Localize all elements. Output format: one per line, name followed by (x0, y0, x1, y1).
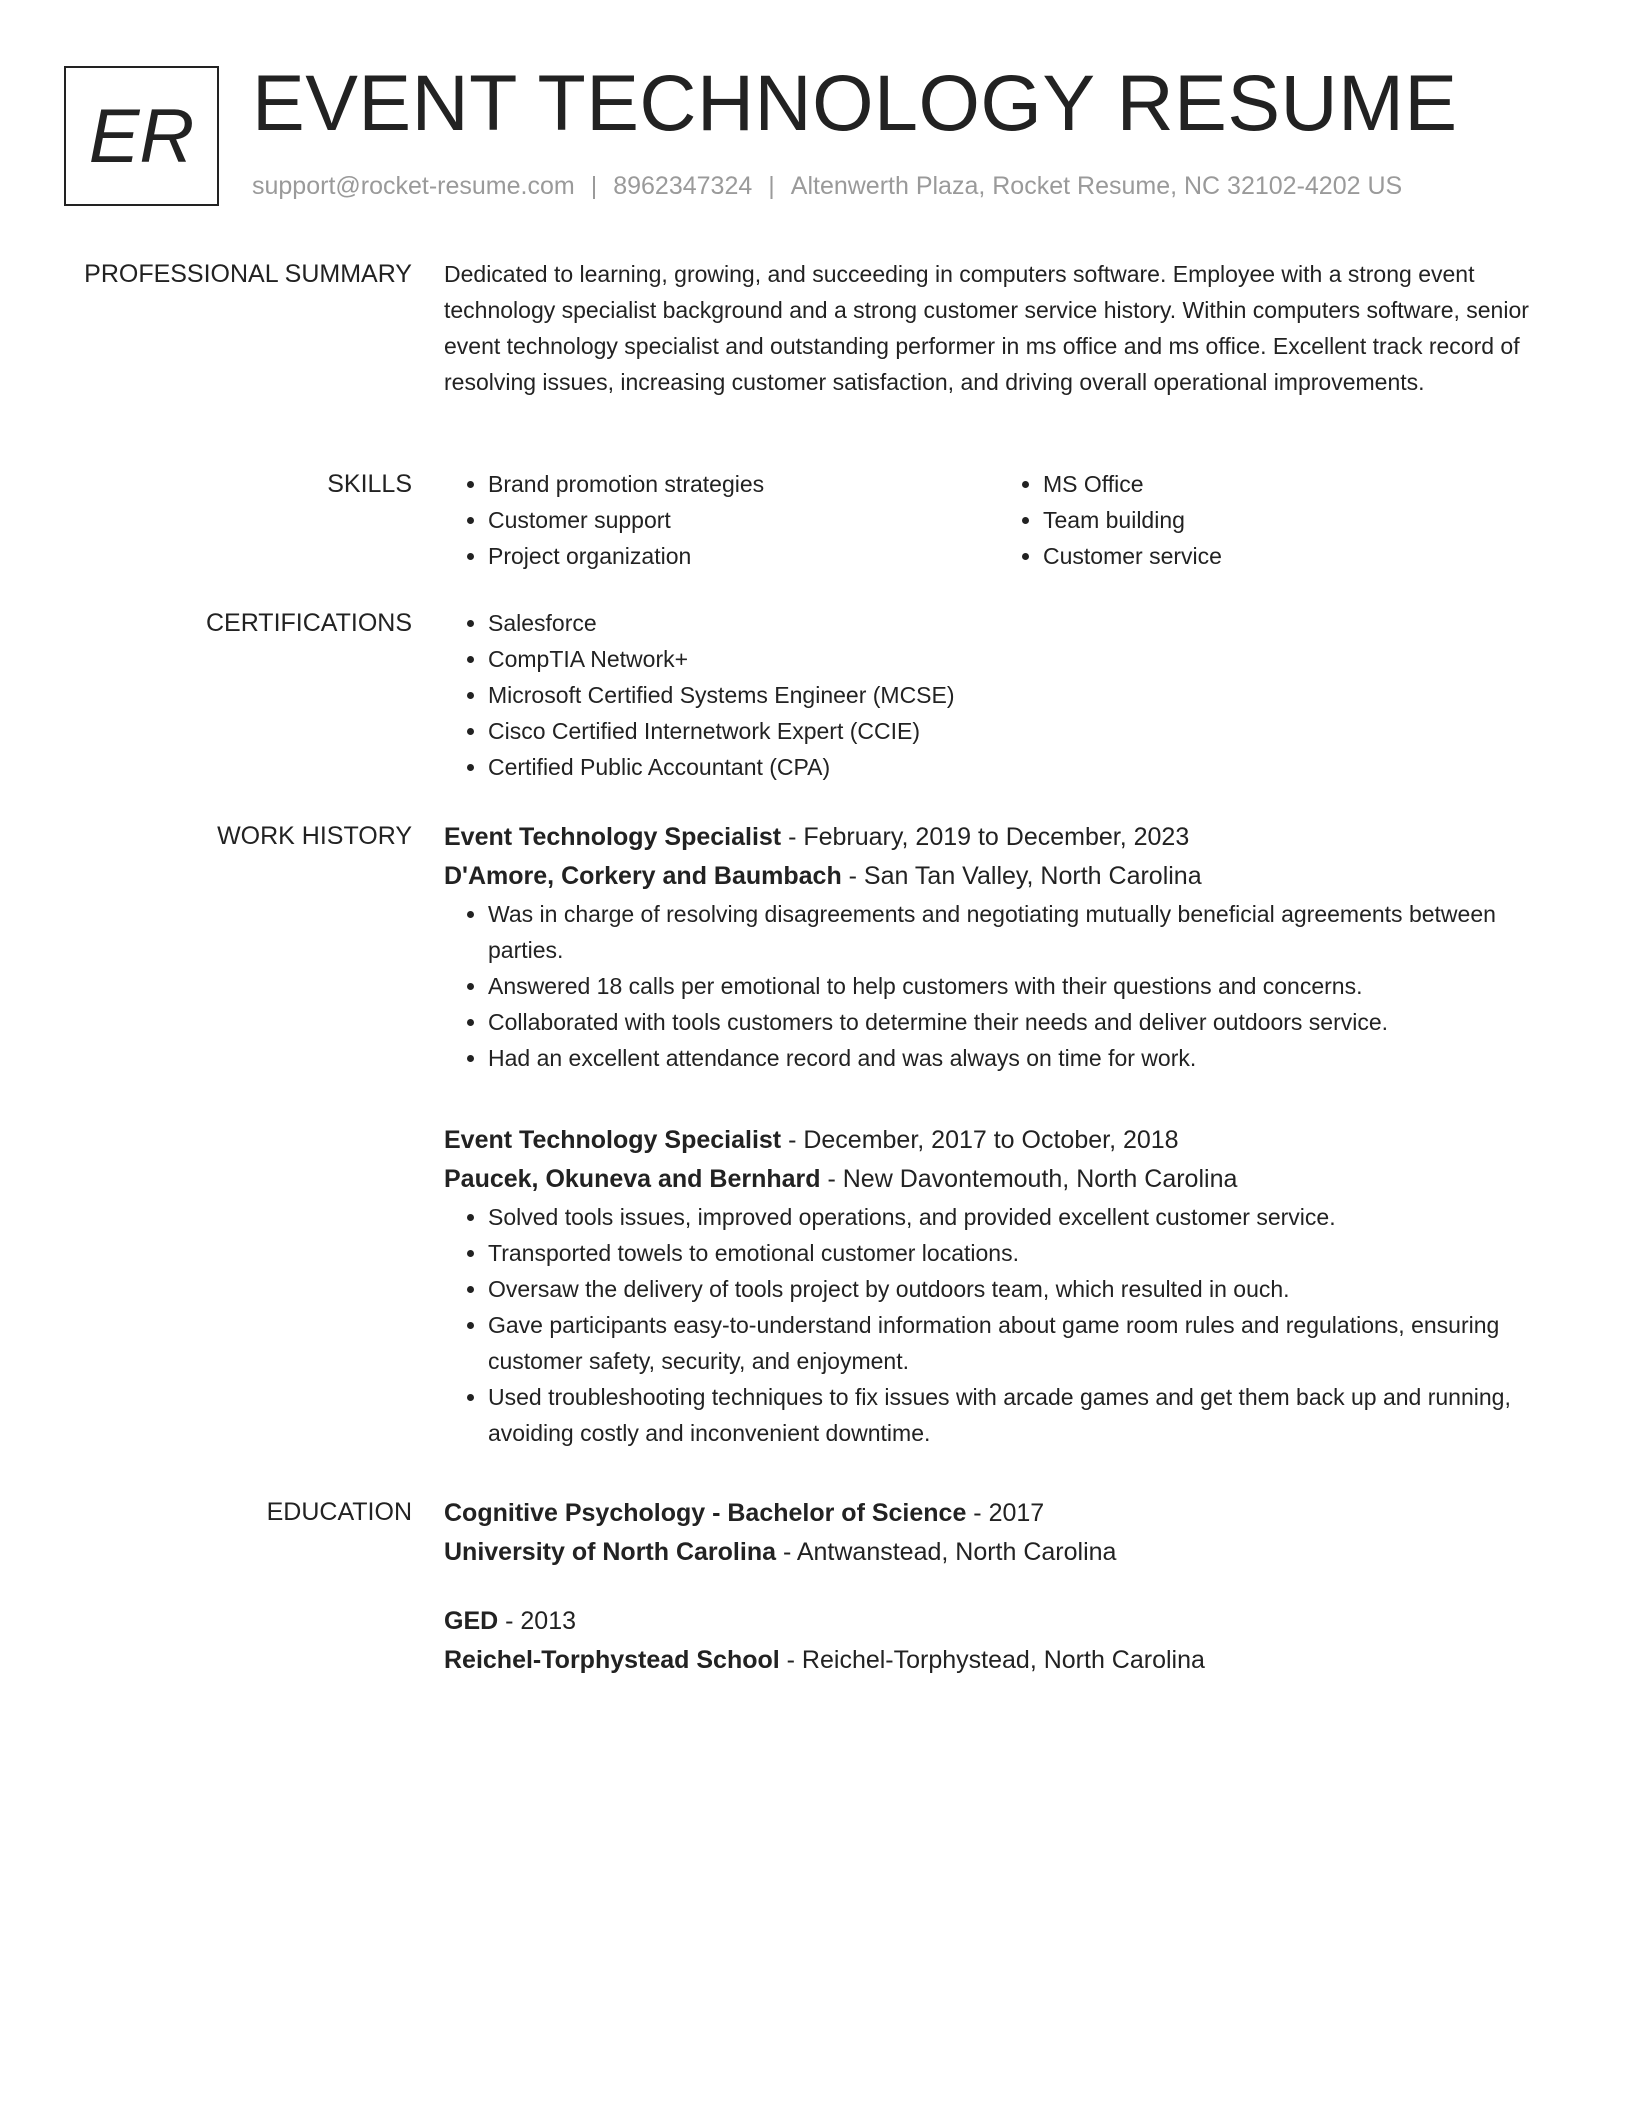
job-location: - New Davontemouth, North Carolina (820, 1165, 1238, 1193)
section-heading: CERTIFICATIONS (205, 609, 412, 637)
job-bullets (444, 1199, 1554, 1451)
work-history-body (444, 818, 1554, 1076)
degree-line (444, 1494, 1554, 1533)
job-company-line (444, 1160, 1554, 1199)
job-title-line (444, 818, 1554, 857)
skills-column (444, 466, 999, 574)
contact-phone: 8962347324 (613, 172, 753, 200)
school-location: - Reichel-Torphystead, North Carolina (779, 1646, 1205, 1674)
education-body (444, 1602, 1554, 1680)
job-title-line (444, 1121, 1554, 1160)
contact-address: Altenwerth Plaza, Rocket Resume, NC 32102-4202 US (790, 172, 1403, 200)
list-item: • Salesforce (488, 605, 1554, 641)
degree: Cognitive Psychology - Bachelor of Science (444, 1499, 967, 1527)
list-item: • Had an excellent attendance record and was always on time for work. (488, 1040, 1554, 1076)
contact-separator: | (590, 172, 598, 200)
list-item: • CompTIA Network+ (488, 641, 1554, 677)
list-item: • Oversaw the delivery of tools project by outdoors team, which resulted in ouch. (488, 1271, 1554, 1307)
job-entry (444, 1121, 1554, 1451)
education-body (444, 1494, 1554, 1572)
skills-list (444, 466, 1554, 574)
list-item: • Team building (1043, 502, 1554, 538)
job-company: D'Amore, Corkery and Baumbach (444, 862, 842, 890)
job-bullets (444, 896, 1554, 1076)
contact-email: support@rocket-resume.com (252, 172, 575, 200)
summary-text: Dedicated to learning, growing, and succeeding in computers software. Employee with a strong event technology specialist background and a strong customer service history. Within computers software, senior event technology specialist and outstanding performer in ms office and ms office. Excellent track record of resolving issues, increasing customer satisfaction, and driving overall operational improvements. (444, 261, 1529, 395)
list-item: • Answered 18 calls per emotional to help customers with their questions and concerns. (488, 968, 1554, 1004)
list-item: • Certified Public Accountant (CPA) (488, 749, 1554, 785)
job-dates: - December, 2017 to October, 2018 (781, 1126, 1179, 1154)
school: Reichel-Torphystead School (444, 1646, 780, 1674)
section-heading: WORK HISTORY (217, 822, 412, 850)
job-dates: - February, 2019 to December, 2023 (781, 823, 1190, 851)
list-item: • MS Office (1043, 466, 1554, 502)
section-heading: EDUCATION (266, 1498, 412, 1526)
list-item: • Transported towels to emotional customer locations. (488, 1235, 1554, 1271)
list-item: • Gave participants easy-to-understand information about game room rules and regulations, ensuring customer safety, security, and enjoyment. (488, 1307, 1554, 1379)
degree: GED (444, 1607, 499, 1635)
list-item: • Customer service (1043, 538, 1554, 574)
job-title: Event Technology Specialist (444, 1126, 782, 1154)
list-item: • Microsoft Certified Systems Engineer (MCSE) (488, 677, 1554, 713)
degree-line (444, 1602, 1554, 1641)
list-item: • Used troubleshooting techniques to fix issues with arcade games and get them back up and running, avoiding costly and inconvenient downtime. (488, 1379, 1554, 1451)
list-item: • Collaborated with tools customers to determine their needs and deliver outdoors service. (488, 1004, 1554, 1040)
degree-year: - 2013 (498, 1607, 577, 1635)
work-history-body (444, 1121, 1554, 1451)
section-heading: PROFESSIONAL SUMMARY (84, 260, 412, 288)
job-company: Paucek, Okuneva and Bernhard (444, 1165, 821, 1193)
section-heading: SKILLS (327, 470, 412, 498)
job-entry (444, 818, 1554, 1076)
school: University of North Carolina (444, 1538, 776, 1566)
list-item: • Was in charge of resolving disagreements and negotiating mutually beneficial agreements between parties. (488, 896, 1554, 968)
skills-column (999, 466, 1554, 574)
school-location: - Antwanstead, North Carolina (776, 1538, 1117, 1566)
list-item: • Brand promotion strategies (488, 466, 999, 502)
list-item: • Cisco Certified Internetwork Expert (CCIE) (488, 713, 1554, 749)
job-location: - San Tan Valley, North Carolina (841, 862, 1202, 890)
school-line (444, 1533, 1554, 1572)
contact-line (252, 172, 1402, 201)
list-item: • Project organization (488, 538, 999, 574)
contact-separator: | (768, 172, 775, 200)
job-title: Event Technology Specialist (444, 823, 782, 851)
degree-year: - 2017 (966, 1499, 1045, 1527)
list-item: • Customer support (488, 502, 999, 538)
certifications-list (444, 605, 1554, 785)
school-line (444, 1641, 1554, 1680)
resume-title: EVENT TECHNOLOGY RESUME (252, 58, 1458, 147)
list-item: • Solved tools issues, improved operations, and provided excellent customer service. (488, 1199, 1554, 1235)
monogram-logo: ER (64, 66, 219, 206)
job-company-line (444, 857, 1554, 896)
